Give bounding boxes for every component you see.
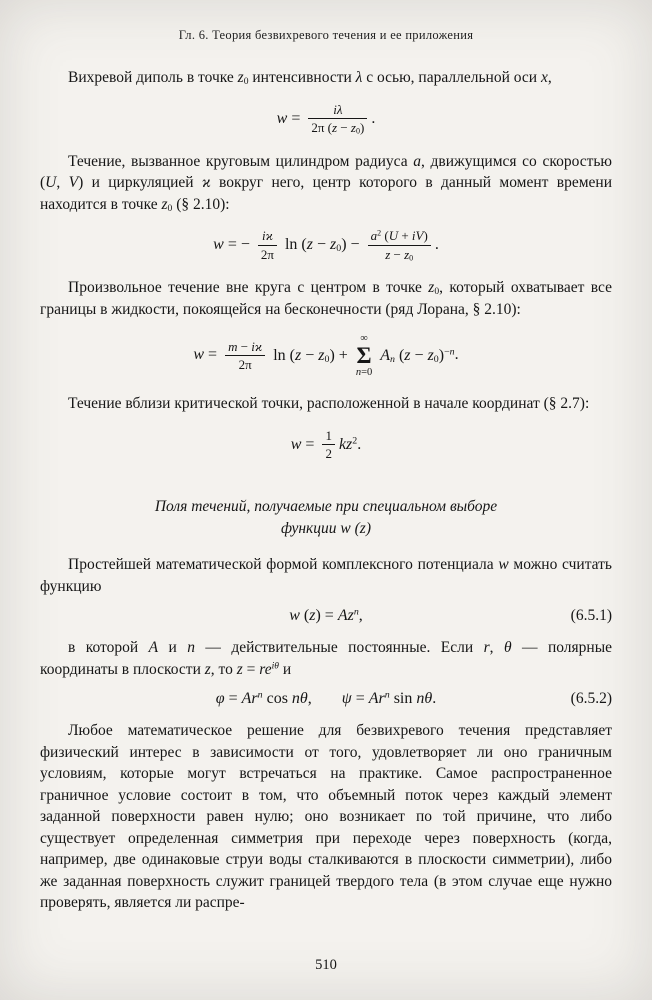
fraction-denominator: 2 — [325, 446, 332, 462]
fraction-numerator: $a^2$ (U + iV) — [368, 228, 431, 246]
formula-part: . — [434, 235, 439, 253]
sigma-icon: Σ — [356, 342, 372, 368]
fraction-numerator: 1 — [322, 428, 335, 446]
paragraph-vortex-dipole: Вихревой диполь в точке $z_0$ интенсивности λ с осью, параллельной оси x, — [68, 69, 552, 87]
formula-cylinder-flow — [40, 228, 612, 262]
formula-part: $A_n$ $(z - z_0)^{-n}$ — [380, 346, 455, 365]
summation-upper-limit: ∞ — [360, 333, 368, 345]
equation-number: (6.5.2) — [570, 690, 612, 707]
paragraph-simplest-potential: Простейшей математической формой комплексного потенциала w можно считать функцию — [40, 556, 612, 595]
formula-laurent-series — [40, 333, 612, 378]
fraction — [308, 102, 367, 136]
paragraph-boundary-conditions: Любое математическое решение для безвихревого течения представляет физический интерес в зависимости от того, удовлетворяет ли оно граничным условиям, которые могут встречаться на практике. Самое распространенное граничное условие состоит в том, что объемный поток через каждый элемент заданной поверхности равен нулю; оно возникает по той причине, что либо существует определенная симметрия при переходе через поверхность (когда, например, две одинаковые струи воды сталкиваются в плоскости симметрии), либо же заданная поверхность служит границей твердого тела (в этом случае еще нужно проверять, является ли распре- — [40, 722, 612, 911]
fraction-denominator: 2π — [238, 357, 252, 373]
formula-part: . — [454, 346, 459, 364]
running-header: Гл. 6. Теория безвихревого течения и ее приложения — [178, 28, 474, 42]
equation-652 — [40, 690, 612, 708]
formula-part: w = — [290, 435, 315, 453]
equation-body-left: $\varphi = Ar^n$ cos nθ, — [215, 689, 312, 707]
section-heading — [40, 496, 612, 540]
formula-vortex-dipole — [40, 102, 612, 136]
fraction — [368, 228, 431, 262]
formula-part: $\ln (z - z_0)$ + — [273, 346, 348, 365]
formula-part: w = − — [213, 235, 250, 253]
paragraph-polar-coordinates: в которой A и n — действительные постоянные. Если r, θ — полярные координаты в плоскости z, то $z = re^{i\theta}$ и — [40, 639, 613, 678]
equation-number: (6.5.1) — [570, 607, 612, 624]
formula-stagnation-point — [40, 428, 612, 462]
formula-part: $\ln (z - z_0)$ − — [284, 235, 360, 254]
formula-part: w = — [193, 346, 218, 364]
fraction-numerator: m − iϰ — [225, 339, 265, 357]
equation-body: w $(z) = Az^n$, — [289, 606, 363, 624]
fraction — [258, 228, 277, 262]
paragraph-stagnation-point: Течение вблизи критической точки, расположенной в начале координат (§ 2.7): — [68, 395, 590, 413]
paragraph-cylinder-flow: Течение, вызванное круговым цилиндром радиуса a, движущимся со скоростью (U, V) и циркуляцией ϰ вокруг него, центр которого в данный момент времени находится в точке $z_0$ (§ 2.10): — [40, 152, 613, 214]
section-heading-line1: Поля течений, получаемые при специальном выборе — [154, 498, 498, 515]
fraction-denominator: $z - z_0$ — [385, 246, 414, 263]
formula-part: $kz^2$. — [338, 435, 362, 453]
fraction — [322, 428, 335, 462]
fraction-numerator: iλ — [308, 102, 367, 120]
equation-651 — [40, 607, 612, 625]
summation-symbol — [356, 333, 372, 378]
summation-lower-limit: n=0 — [355, 366, 373, 378]
page-number: 510 — [315, 957, 337, 973]
equation-body-right: $\psi = Ar^n$ sin nθ. — [341, 689, 437, 707]
fraction-denominator: 2π — [260, 246, 274, 262]
fraction-numerator: iϰ — [258, 228, 277, 246]
paragraph-laurent-series: Произвольное течение вне круга с центром в точке $z_0$, который охватывает все границы в жидкости, покоящейся на бесконечности (ряд Лорана, § 2.10): — [40, 279, 612, 318]
formula-part: . — [371, 109, 376, 127]
fraction — [225, 339, 265, 373]
formula-part: w = — [276, 109, 301, 127]
fraction-denominator: 2π $(z - z_0)$ — [311, 120, 365, 136]
section-heading-line2: функции w (z) — [280, 520, 372, 537]
